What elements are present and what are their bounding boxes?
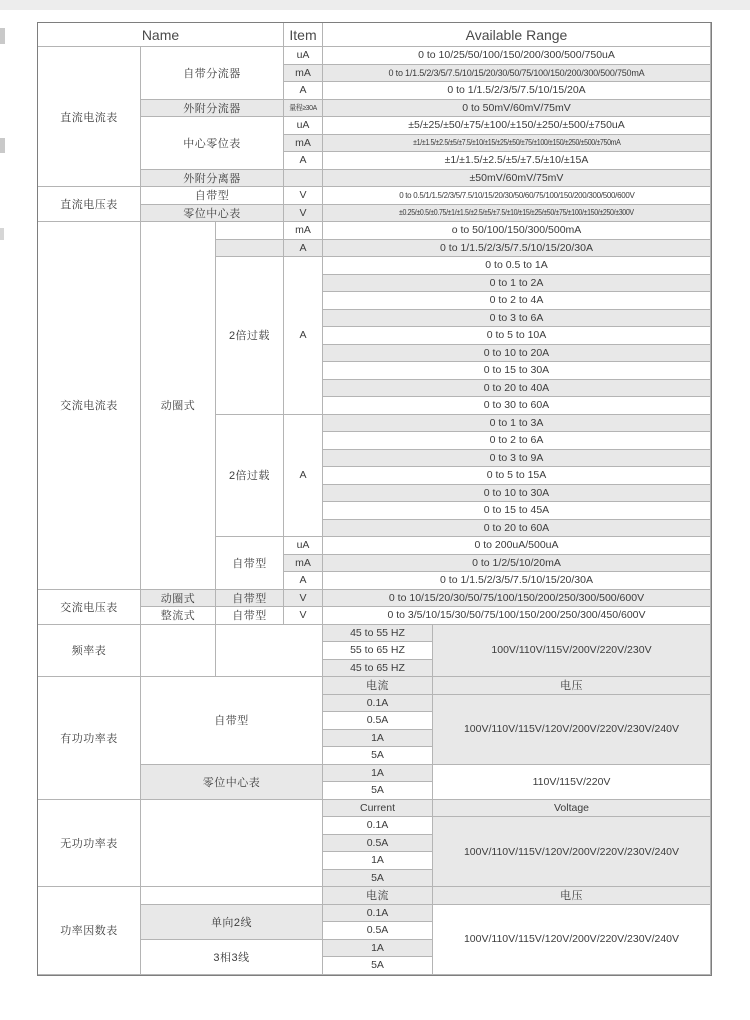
voltage-header-cell: 电压 [433, 677, 711, 695]
voltage-range-cell: 100V/110V/115V/120V/200V/220V/230V/240V [433, 905, 711, 975]
range-cell: 0 to 20 to 60A [323, 520, 711, 538]
range-cell: 0 to 1 to 2A [323, 275, 711, 293]
range-cell: 0 to 20 to 40A [323, 380, 711, 398]
current-cell: 5A [323, 870, 433, 888]
dc-voltmeter-section-label: 直流电压表 [38, 187, 141, 222]
range-cell: 0 to 10 to 30A [323, 485, 711, 503]
dc-ammeter-section-label: 直流电流表 [38, 47, 141, 187]
range-cell: 0 to 3 to 9A [323, 450, 711, 468]
range-cell: 0 to 15 to 45A [323, 502, 711, 520]
empty-cell [141, 887, 323, 905]
scan-artifact-left-smudge [0, 138, 5, 153]
range-cell: 0 to 10/25/50/100/150/200/300/500/750uA [323, 47, 711, 65]
ac-voltmeter-type-label: 整流式 [141, 607, 216, 625]
ac-builtin-label: 自带型 [216, 537, 284, 590]
range-cell: 0 to 1/2/5/10/20mA [323, 555, 711, 573]
range-cell: 0 to 50mV/60mV/75mV [323, 100, 711, 118]
unit-cell: A [284, 240, 323, 258]
column-header-name: Name [38, 23, 284, 47]
range-cell: ±1/±1.5/±2.5/±5/±7.5/±10/±15A [323, 152, 711, 170]
current-cell: 0.1A [323, 817, 433, 835]
range-text: 0 to 0.5/1/1.5/2/3/5/7.5/10/15/20/30/50/60/75/100/150/200/300/500/600V [398, 190, 635, 201]
current-cell: 0.5A [323, 712, 433, 730]
voltage-range-cell: 100V/110V/115V/120V/200V/220V/230V/240V [433, 817, 711, 887]
range-cell: 0 to 10/15/20/30/50/75/100/150/200/250/300/500/600V [323, 590, 711, 608]
range-cell: 0 to 15 to 30A [323, 362, 711, 380]
scan-artifact-top-band [0, 0, 750, 10]
current-cell: 5A [323, 957, 433, 975]
empty-cell [216, 240, 284, 258]
range-cell: o to 50/100/150/300/500mA [323, 222, 711, 240]
current-cell: 0.1A [323, 905, 433, 923]
unit-cell: V [284, 590, 323, 608]
unit-cell: A [284, 82, 323, 100]
range-cell: 0 to 2 to 6A [323, 432, 711, 450]
reactive-power-section-label: 无功功率表 [38, 800, 141, 888]
unit-cell: V [284, 607, 323, 625]
power-factor-wire3-label: 3相3线 [141, 940, 323, 975]
range-cell: 0 to 200uA/500uA [323, 537, 711, 555]
range-cell: ±5/±25/±50/±75/±100/±150/±250/±500/±750uA [323, 117, 711, 135]
unit-cell: A [284, 572, 323, 590]
unit-cell: V [284, 187, 323, 205]
ac-overload1-label: 2倍过载 [216, 257, 284, 415]
range-cell [323, 65, 711, 83]
unit-cell: uA [284, 47, 323, 65]
column-header-available-range: Available Range [323, 23, 711, 47]
range-cell: 0 to 1/1.5/2/3/5/7.5/10/15/20/30A [323, 240, 711, 258]
voltage-header-cell: 电压 [433, 887, 711, 905]
power-factor-wire2-label: 单向2线 [141, 905, 323, 940]
current-cell: 0.1A [323, 695, 433, 713]
range-cell [323, 187, 711, 205]
ac-voltmeter-builtin-label: 自带型 [216, 590, 284, 608]
range-text: ±0.25/±0.5/±0.75/±1/±1.5/±2.5/±5/±7.5/±10/±15/±25/±50/±75/±100/±150/±250/±300V [399, 208, 634, 218]
frequency-range-cell: 45 to 65 HZ [323, 660, 433, 678]
dc-external-shunt-label: 外附分流器 [141, 100, 284, 118]
range-cell: 0 to 1/1.5/2/3/5/7.5/10/15/20A [323, 82, 711, 100]
unit-cell: uA [284, 537, 323, 555]
range-cell: 0 to 2 to 4A [323, 292, 711, 310]
range-cell: 0 to 3/5/10/15/30/50/75/100/150/200/250/300/450/600V [323, 607, 711, 625]
active-power-builtin-label: 自带型 [141, 677, 323, 765]
item-note-cell [284, 100, 323, 118]
frequency-range-cell: 45 to 55 HZ [323, 625, 433, 643]
ac-voltmeter-section-label: 交流电压表 [38, 590, 141, 625]
ac-ammeter-section-label: 交流电流表 [38, 222, 141, 590]
empty-cell [141, 800, 323, 888]
voltage-range-cell: 100V/110V/115V/120V/200V/220V/230V/240V [433, 695, 711, 765]
frequency-range-cell: 55 to 65 HZ [323, 642, 433, 660]
range-text: 0 to 1/1.5/2/3/5/7.5/10/15/20/30/50/75/100/150/200/300/500/750mA [388, 67, 645, 78]
empty-cell [141, 625, 216, 678]
current-cell: 1A [323, 940, 433, 958]
range-cell: 0 to 10 to 20A [323, 345, 711, 363]
active-power-section-label: 有功功率表 [38, 677, 141, 800]
unit-cell: mA [284, 222, 323, 240]
voltage-header-cell: Voltage [433, 800, 711, 818]
dc-external-divider-label: 外附分离器 [141, 170, 284, 188]
unit-cell: A [284, 415, 323, 538]
current-cell: 5A [323, 782, 433, 800]
power-factor-section-label: 功率因数表 [38, 887, 141, 975]
range-cell: 0 to 0.5 to 1A [323, 257, 711, 275]
range-cell: 0 to 3 to 6A [323, 310, 711, 328]
current-cell: 1A [323, 852, 433, 870]
range-cell [323, 205, 711, 223]
current-cell: 1A [323, 765, 433, 783]
dc-voltmeter-center-zero-label: 零位中心表 [141, 205, 284, 223]
current-cell: 1A [323, 730, 433, 748]
unit-cell: V [284, 205, 323, 223]
current-header-cell: Current [323, 800, 433, 818]
unit-cell: mA [284, 65, 323, 83]
current-header-cell: 电流 [323, 887, 433, 905]
empty-cell [216, 222, 284, 240]
empty-item-cell [284, 170, 323, 188]
range-cell: 0 to 30 to 60A [323, 397, 711, 415]
voltage-range-cell: 100V/110V/115V/200V/220V/230V [433, 625, 711, 678]
range-cell [323, 135, 711, 153]
ac-overload2-label: 2倍过载 [216, 415, 284, 538]
scan-artifact-left-smudge [0, 28, 5, 44]
unit-cell: A [284, 152, 323, 170]
range-cell: 0 to 1/1.5/2/3/5/7.5/10/15/20/30A [323, 572, 711, 590]
range-cell: 0 to 5 to 10A [323, 327, 711, 345]
range-cell: 0 to 1 to 3A [323, 415, 711, 433]
current-cell: 0.5A [323, 835, 433, 853]
dc-center-zero-label: 中心零位表 [141, 117, 284, 170]
unit-cell: mA [284, 135, 323, 153]
dc-voltmeter-builtin-label: 自带型 [141, 187, 284, 205]
spec-table [37, 22, 712, 976]
ac-moving-coil-label: 动圈式 [141, 222, 216, 590]
range-cell: ±50mV/60mV/75mV [323, 170, 711, 188]
frequency-meter-section-label: 频率表 [38, 625, 141, 678]
column-header-item: Item [284, 23, 323, 47]
range-text: ±1/±1.5/±2.5/±5/±7.5/±10/±15/±25/±50/±75/±100/±150/±250/±500/±750mA [412, 138, 621, 148]
ac-voltmeter-builtin-label: 自带型 [216, 607, 284, 625]
range-cell: 0 to 5 to 15A [323, 467, 711, 485]
ac-voltmeter-type-label: 动圈式 [141, 590, 216, 608]
current-header-cell: 电流 [323, 677, 433, 695]
current-cell: 0.5A [323, 922, 433, 940]
empty-cell [216, 625, 323, 678]
unit-cell: A [284, 257, 323, 415]
item-note-text: 量程≥30A [289, 103, 317, 113]
unit-cell: mA [284, 555, 323, 573]
voltage-range-cell: 110V/115V/220V [433, 765, 711, 800]
unit-cell: uA [284, 117, 323, 135]
current-cell: 5A [323, 747, 433, 765]
active-power-center-zero-label: 零位中心表 [141, 765, 323, 800]
scan-artifact-left-smudge [0, 228, 4, 240]
dc-builtin-shunt-label: 自带分流器 [141, 47, 284, 100]
